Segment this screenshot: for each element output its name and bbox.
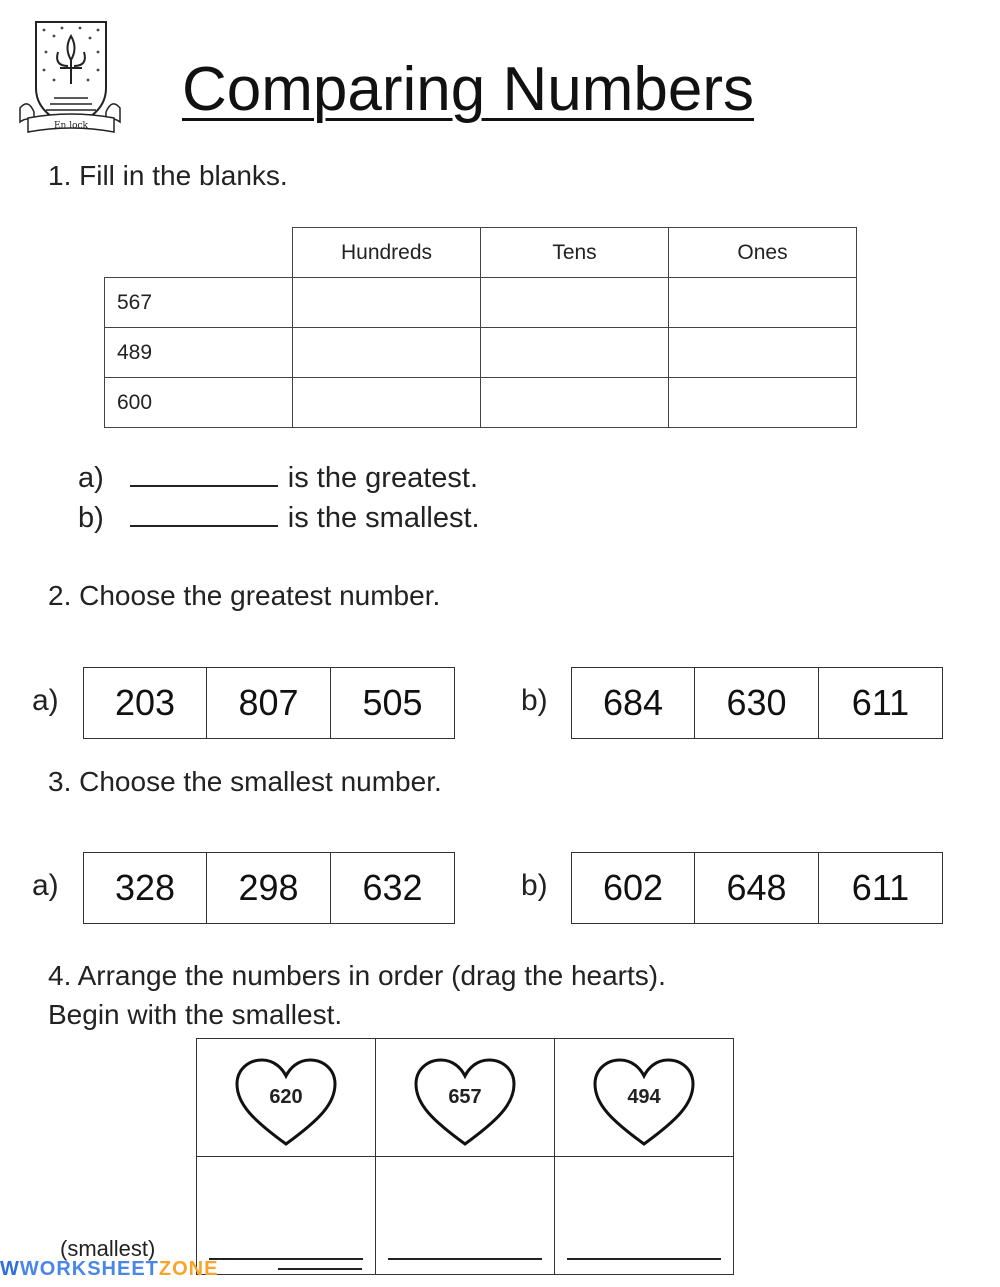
place-value-table xyxy=(104,227,857,428)
section4-heading-line1: 4. Arrange the numbers in order (drag the hearts). xyxy=(48,960,666,991)
choice-box[interactable]: 611 xyxy=(819,852,943,924)
choice-box[interactable]: 630 xyxy=(695,667,819,739)
greatest-answer-blank[interactable] xyxy=(130,459,278,487)
section1-heading: 1. Fill in the blanks. xyxy=(48,160,288,191)
section2-heading: 2. Choose the greatest number. xyxy=(48,580,441,611)
heart-cell xyxy=(376,1039,555,1157)
tens-cell[interactable] xyxy=(481,328,669,378)
greatest-text: is the greatest. xyxy=(287,462,479,494)
section2-part-b-choices xyxy=(571,667,943,739)
hundreds-cell[interactable] xyxy=(293,278,481,328)
brand-name: WORKSHEET xyxy=(19,1258,159,1280)
drop-slot[interactable] xyxy=(555,1157,734,1275)
part-a-label: a) xyxy=(78,462,104,494)
ones-cell[interactable] xyxy=(669,278,857,328)
column-header-tens: Tens xyxy=(481,228,669,278)
row-label: 489 xyxy=(105,328,293,378)
section3-part-b-label: b) xyxy=(521,869,548,902)
hundreds-cell[interactable] xyxy=(293,378,481,428)
drop-slot[interactable] xyxy=(376,1157,555,1275)
table-row xyxy=(105,328,857,378)
choice-box[interactable]: 632 xyxy=(331,852,455,924)
answer-line xyxy=(209,1258,363,1260)
answer-line xyxy=(388,1258,542,1260)
page-title: Comparing Numbers xyxy=(182,55,754,124)
draggable-heart[interactable] xyxy=(591,1056,697,1148)
table-row xyxy=(105,278,857,328)
brand-zone: ZONE xyxy=(158,1258,219,1280)
section3-part-b-choices xyxy=(571,852,943,924)
heart-number: 620 xyxy=(269,1085,303,1108)
choice-box[interactable]: 328 xyxy=(83,852,207,924)
section3-part-a-choices xyxy=(83,852,455,924)
table-row xyxy=(105,378,857,428)
choice-box[interactable]: 611 xyxy=(819,667,943,739)
choice-box[interactable]: 807 xyxy=(207,667,331,739)
brand-w: W xyxy=(0,1258,20,1280)
drop-row xyxy=(197,1157,734,1275)
smallest-label: (smallest) xyxy=(60,1236,156,1261)
school-crest-logo xyxy=(14,18,126,136)
column-header-ones: Ones xyxy=(669,228,857,278)
greatest-question xyxy=(78,458,478,498)
table-header-row xyxy=(105,228,857,278)
heart-cell xyxy=(197,1039,376,1157)
choice-box[interactable]: 684 xyxy=(571,667,695,739)
section2-part-a-choices xyxy=(83,667,455,739)
section2-part-b-label: b) xyxy=(521,684,548,717)
svg-text:En lock: En lock xyxy=(53,121,89,131)
row-label: 600 xyxy=(105,378,293,428)
tens-cell[interactable] xyxy=(481,278,669,328)
choice-box[interactable]: 298 xyxy=(207,852,331,924)
section4-heading-line2: Begin with the smallest. xyxy=(48,999,343,1030)
ones-cell[interactable] xyxy=(669,378,857,428)
smallest-answer-blank[interactable] xyxy=(130,499,278,527)
heart-number: 494 xyxy=(627,1085,661,1108)
row-label: 567 xyxy=(105,278,293,328)
section3-heading: 3. Choose the smallest number. xyxy=(48,766,442,797)
hearts-row xyxy=(197,1039,734,1157)
order-grid xyxy=(196,1038,734,1275)
section3-part-a-label: a) xyxy=(32,869,59,902)
draggable-heart[interactable] xyxy=(233,1056,339,1148)
worksheetzone-logo xyxy=(0,1258,218,1281)
choice-box[interactable]: 505 xyxy=(331,667,455,739)
hundreds-cell[interactable] xyxy=(293,328,481,378)
heart-number: 657 xyxy=(448,1085,482,1108)
ones-cell[interactable] xyxy=(669,328,857,378)
choice-box[interactable]: 203 xyxy=(83,667,207,739)
choice-box[interactable]: 602 xyxy=(571,852,695,924)
drop-slot[interactable] xyxy=(197,1157,376,1275)
section2-part-a-label: a) xyxy=(32,684,59,717)
smallest-text: is the smallest. xyxy=(287,502,480,534)
footer-rule xyxy=(278,1268,362,1270)
part-b-label: b) xyxy=(78,502,104,534)
table-corner xyxy=(105,228,293,278)
tens-cell[interactable] xyxy=(481,378,669,428)
answer-line xyxy=(567,1258,721,1260)
column-header-hundreds: Hundreds xyxy=(293,228,481,278)
draggable-heart[interactable] xyxy=(412,1056,518,1148)
heart-cell xyxy=(555,1039,734,1157)
choice-box[interactable]: 648 xyxy=(695,852,819,924)
smallest-question xyxy=(78,498,480,538)
